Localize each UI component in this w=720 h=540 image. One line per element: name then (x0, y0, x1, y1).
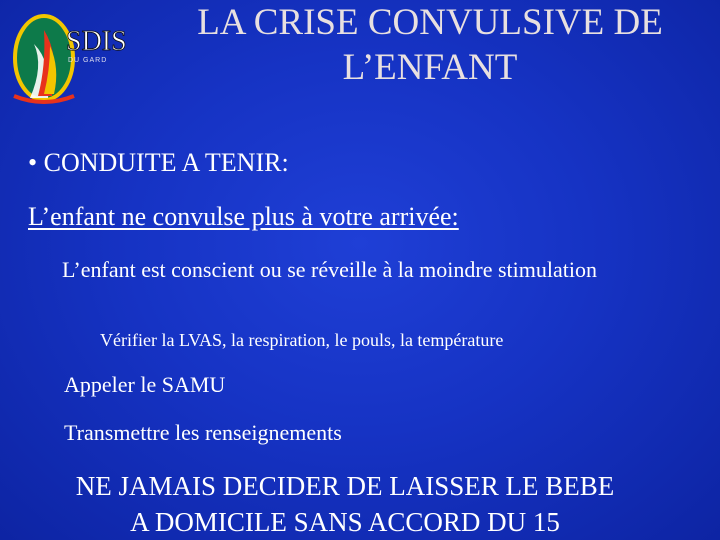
slide-title: LA CRISE CONVULSIVE DE L’ENFANT (197, 2, 663, 88)
warning-line-2: A DOMICILE SANS ACCORD DU 15 (130, 507, 560, 537)
text-line-3: Appeler le SAMU (64, 372, 226, 397)
bullet-heading: • CONDUITE A TENIR: (28, 148, 289, 177)
warning-block (0, 468, 690, 540)
text-line-4: Transmettre les renseignements (64, 420, 342, 445)
text-line-1: L’enfant est conscient ou se réveille à la moindre stimulation (62, 257, 597, 282)
logo-subtext: DU GARD (68, 57, 108, 64)
text-line-2: Vérifier la LVAS, la respiration, le pouls, la température (100, 330, 504, 350)
subheading: L’enfant ne convulse plus à votre arrivée: (28, 202, 459, 231)
sdis-logo (8, 6, 138, 106)
logo-text: SDIS (66, 26, 127, 57)
warning-line-1: NE JAMAIS DECIDER DE LAISSER LE BEBE (75, 471, 615, 501)
